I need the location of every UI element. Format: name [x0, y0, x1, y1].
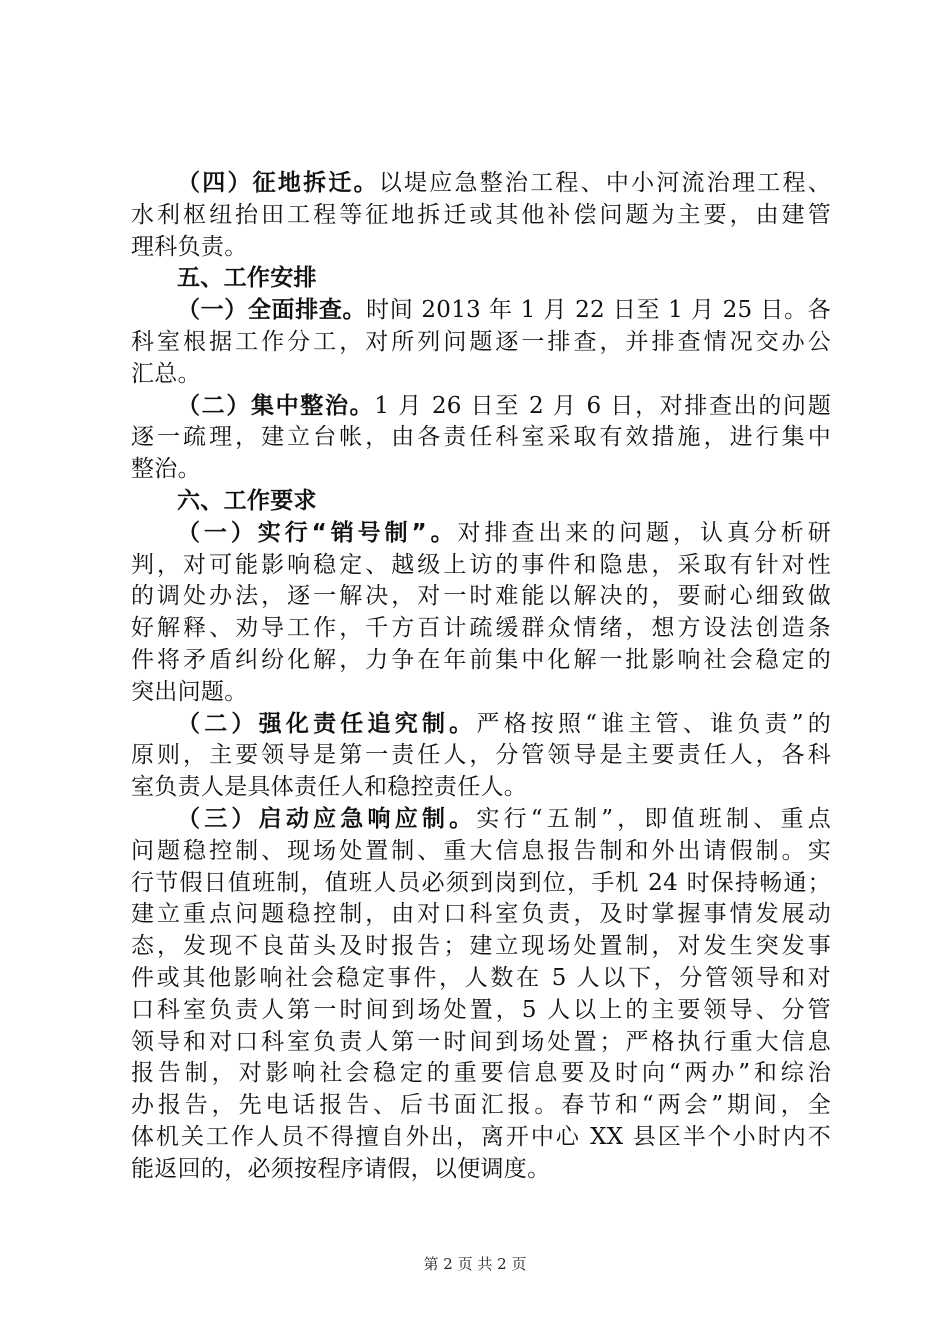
paragraph-line: （二）强化责任追究制。严格按照“谁主管、谁负责”的 [177, 710, 831, 737]
paragraph-cancellation-system [131, 518, 831, 709]
paragraph-heading: （一）实行“销号制”。 [177, 519, 458, 546]
paragraph-heading: （二）集中整治。 [177, 392, 375, 419]
paragraph-heading: （二）强化责任追究制。 [177, 710, 477, 737]
paragraph-line: （二）集中整治。1 月 26 日至 2 月 6 日，对排查出的问题 [177, 392, 832, 419]
paragraph-comprehensive-check [131, 295, 831, 390]
paragraph-line: 行节假日值班制，值班人员必须到岗到位，手机 24 时保持畅通； [131, 869, 831, 896]
paragraph-line: 报告制，对影响社会稳定的重要信息要及时向“两办”和综治 [131, 1060, 831, 1087]
paragraph-line: 领导和对口科室负责人第一时间到场处置；严格执行重大信息 [131, 1028, 831, 1055]
paragraph-line: 原则，主要领导是第一责任人，分管领导是主要责任人，各科 [131, 742, 831, 769]
section-title-work-requirements: 六、工作要求 [177, 487, 317, 514]
paragraph-line: （四）征地拆迁。以堤应急整治工程、中小河流治理工程、 [177, 170, 831, 196]
paragraph-line: 体机关工作人员不得擅自外出，离开中心 XX 县区半个小时内不 [131, 1123, 831, 1150]
paragraph-line: 办报告，先电话报告、后书面汇报。春节和“两会”期间，全 [131, 1092, 831, 1119]
paragraph-heading: （一）全面排查。 [177, 297, 367, 324]
paragraph-line: 口科室负责人第一时间到场处置，5 人以上的主要领导、分管 [131, 996, 831, 1023]
paragraph-line: 突出问题。 [131, 678, 248, 705]
paragraph-line: 能返回的，必须按程序请假，以便调度。 [131, 1155, 551, 1182]
paragraph-focused-rectification [131, 391, 831, 486]
paragraph-line: 水利枢纽抬田工程等征地拆迁或其他补偿问题为主要，由建管 [131, 201, 831, 228]
paragraph-line: 汇总。 [131, 360, 201, 387]
paragraph-line: 逐一疏理，建立台帐，由各责任科室采取有效措施，进行集中 [131, 424, 831, 451]
paragraph-line: 的调处办法，逐一解决，对一时难能以解决的，要耐心细致做 [131, 583, 831, 610]
paragraph-line: （一）全面排查。时间 2013 年 1 月 22 日至 1 月 25 日。各 [177, 297, 831, 324]
paragraph-heading: （三）启动应急响应制。 [177, 805, 477, 832]
page-number: 第 2 页 共 2 页 [423, 1255, 527, 1273]
paragraph-line: 件将矛盾纠纷化解，力争在年前集中化解一批影响社会稳定的 [131, 646, 831, 673]
paragraph-line: 建立重点问题稳控制，由对口科室负责，及时掌握事情发展动 [131, 901, 831, 928]
paragraph-line: 态，发现不良苗头及时报告；建立现场处置制，对发生突发事 [131, 933, 831, 960]
paragraph-heading: （四）征地拆迁。 [177, 170, 379, 196]
paragraph-accountability [131, 709, 831, 804]
paragraph-line: 室负责人是具体责任人和稳控责任人。 [131, 774, 528, 801]
section-title-work-arrangement: 五、工作安排 [177, 265, 317, 292]
paragraph-line: 问题稳控制、现场处置制、重大信息报告制和外出请假制。实 [131, 837, 831, 864]
paragraph-line: 判，对可能影响稳定、越级上访的事件和隐患，采取有针对性 [131, 551, 831, 578]
paragraph-line: （三）启动应急响应制。实行“五制”，即值班制、重点 [177, 805, 831, 832]
paragraph-line: 件或其他影响社会稳定事件，人数在 5 人以下，分管领导和对 [131, 964, 831, 991]
paragraph-line: （一）实行“销号制”。对排查出来的问题，认真分析研 [177, 519, 831, 546]
page-footer [0, 1253, 950, 1274]
document-body [131, 168, 831, 1186]
paragraph-line: 理科负责。 [131, 233, 248, 260]
paragraph-line: 科室根据工作分工，对所列问题逐一排查，并排查情况交办公 [131, 328, 831, 355]
paragraph-emergency-response [131, 804, 831, 1186]
paragraph-line: 整治。 [131, 456, 201, 483]
paragraph-line: 好解释、劝导工作，千方百计疏缓群众情绪，想方设法创造条 [131, 615, 831, 642]
paragraph-land-acquisition [131, 168, 831, 263]
